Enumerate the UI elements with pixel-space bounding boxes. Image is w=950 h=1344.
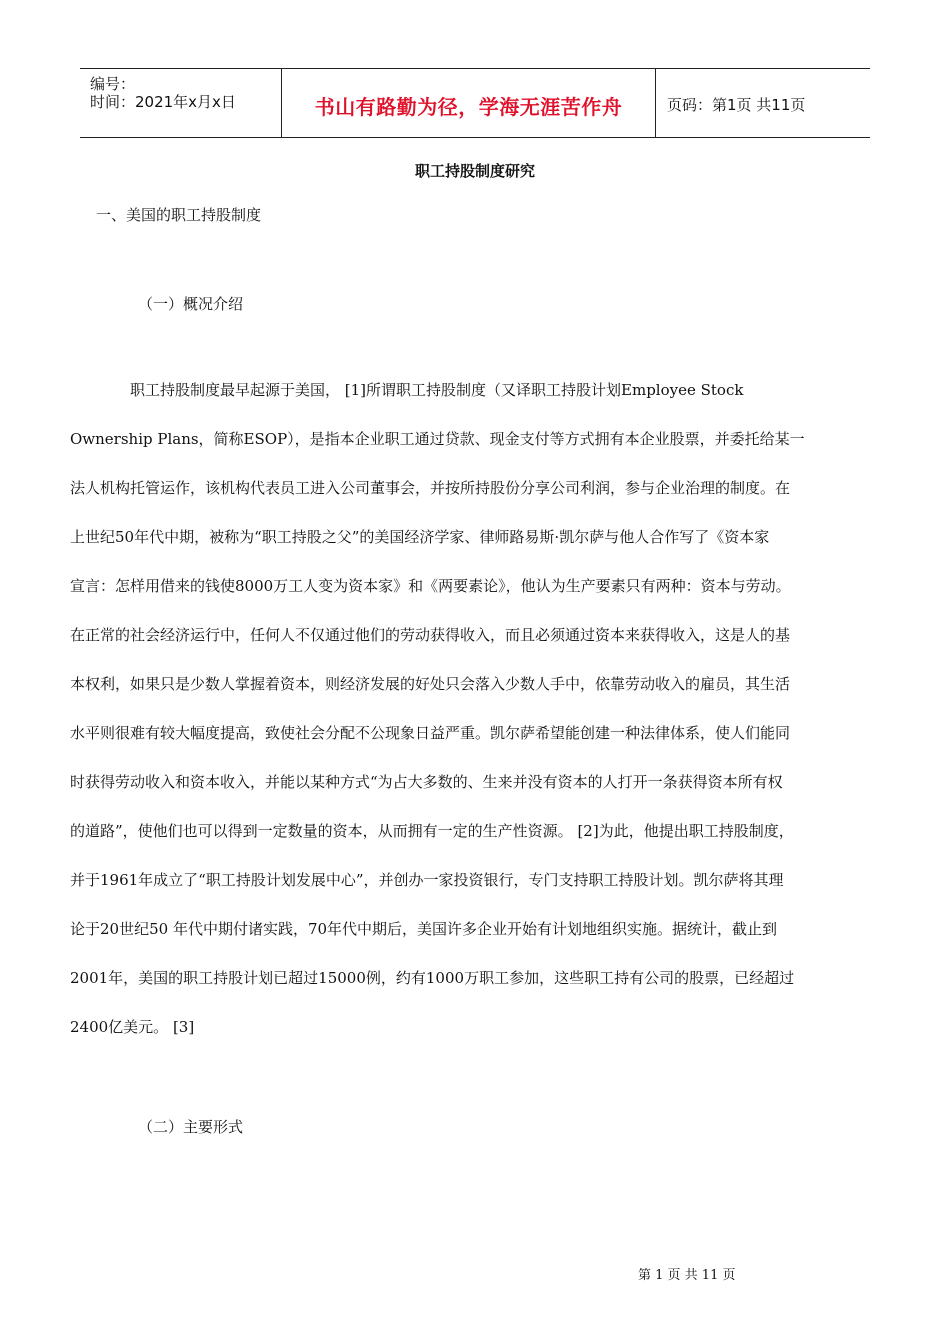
page-footer: 第 1 页 共 11 页: [638, 1268, 736, 1283]
subsection-heading-overview: （一）概况介绍: [138, 295, 244, 313]
paragraph-line: Ownership Plans，简称ESOP），是指本企业职工通过贷款、现金支付等方式拥有本企业股票，并委托给某一: [70, 430, 805, 448]
paragraph-line: 论于20世纪50 年代中期付诸实践，70年代中期后，美国许多企业开始有计划地组织实施。据统计，截止到: [70, 920, 778, 938]
header-page-info: 页码：第1页 共11页: [667, 96, 806, 114]
paragraph-line: 法人机构托管运作，该机构代表员工进入公司董事会，并按所持股份分享公司利润，参与企业治理的制度。在: [70, 479, 791, 497]
paragraph-line: 时获得劳动收入和资本收入，并能以某种方式“为占大多数的、生来并没有资本的人打开一条获得资本所有权: [70, 773, 783, 791]
paragraph-line: 宣言：怎样用借来的钱使8000万工人变为资本家》和《两要素论》，他认为生产要素只有两种：资本与劳动。: [70, 577, 791, 595]
header-meta-cell: [80, 69, 280, 137]
section-heading-1: 一、美国的职工持股制度: [96, 206, 262, 224]
paragraph-line: 2001年，美国的职工持股计划已超过15000例，约有1000万职工参加，这些职工持有公司的股票，已经超过: [70, 969, 795, 987]
header-motto-cell: [281, 69, 656, 137]
document-header: [80, 68, 870, 138]
motto-text: 书山有路勤为径，学海无涯苦作舟: [314, 95, 623, 119]
subsection-heading-forms: （二）主要形式: [138, 1118, 244, 1136]
paragraph-line: 在正常的社会经济运行中，任何人不仅通过他们的劳动获得收入，而且必须通过资本来获得收入，这是人的基: [70, 626, 791, 644]
paragraph-line: 并于1961年成立了“职工持股计划发展中心”，并创办一家投资银行，专门支持职工持股计划。凯尔萨将其理: [70, 871, 784, 889]
paragraph-line: 上世纪50年代中期，被称为“职工持股之父”的美国经济学家、律师路易斯·凯尔萨与他人合作写了《资本家: [70, 528, 770, 546]
header-page-cell: [655, 69, 870, 137]
time-label: 时间：2021年x月x日: [90, 93, 236, 111]
number-label: 编号：: [90, 75, 136, 93]
paragraph-line: 水平则很难有较大幅度提高，致使社会分配不公现象日益严重。凯尔萨希望能创建一种法律体系，使人们能同: [70, 724, 791, 742]
paragraph-line: 2400亿美元。 [3]: [70, 1018, 195, 1036]
paragraph-line: 的道路”，使他们也可以得到一定数量的资本，从而拥有一定的生产性资源。 [2]为此，他提出职工持股制度，: [70, 822, 794, 840]
paragraph-line: 职工持股制度最早起源于美国， [1]所谓职工持股制度（又译职工持股计划Employee Stock: [130, 381, 744, 399]
paragraph-line: 本权利，如果只是少数人掌握着资本，则经济发展的好处只会落入少数人手中，依靠劳动收入的雇员，其生活: [70, 675, 791, 693]
document-title: 职工持股制度研究: [414, 162, 535, 180]
